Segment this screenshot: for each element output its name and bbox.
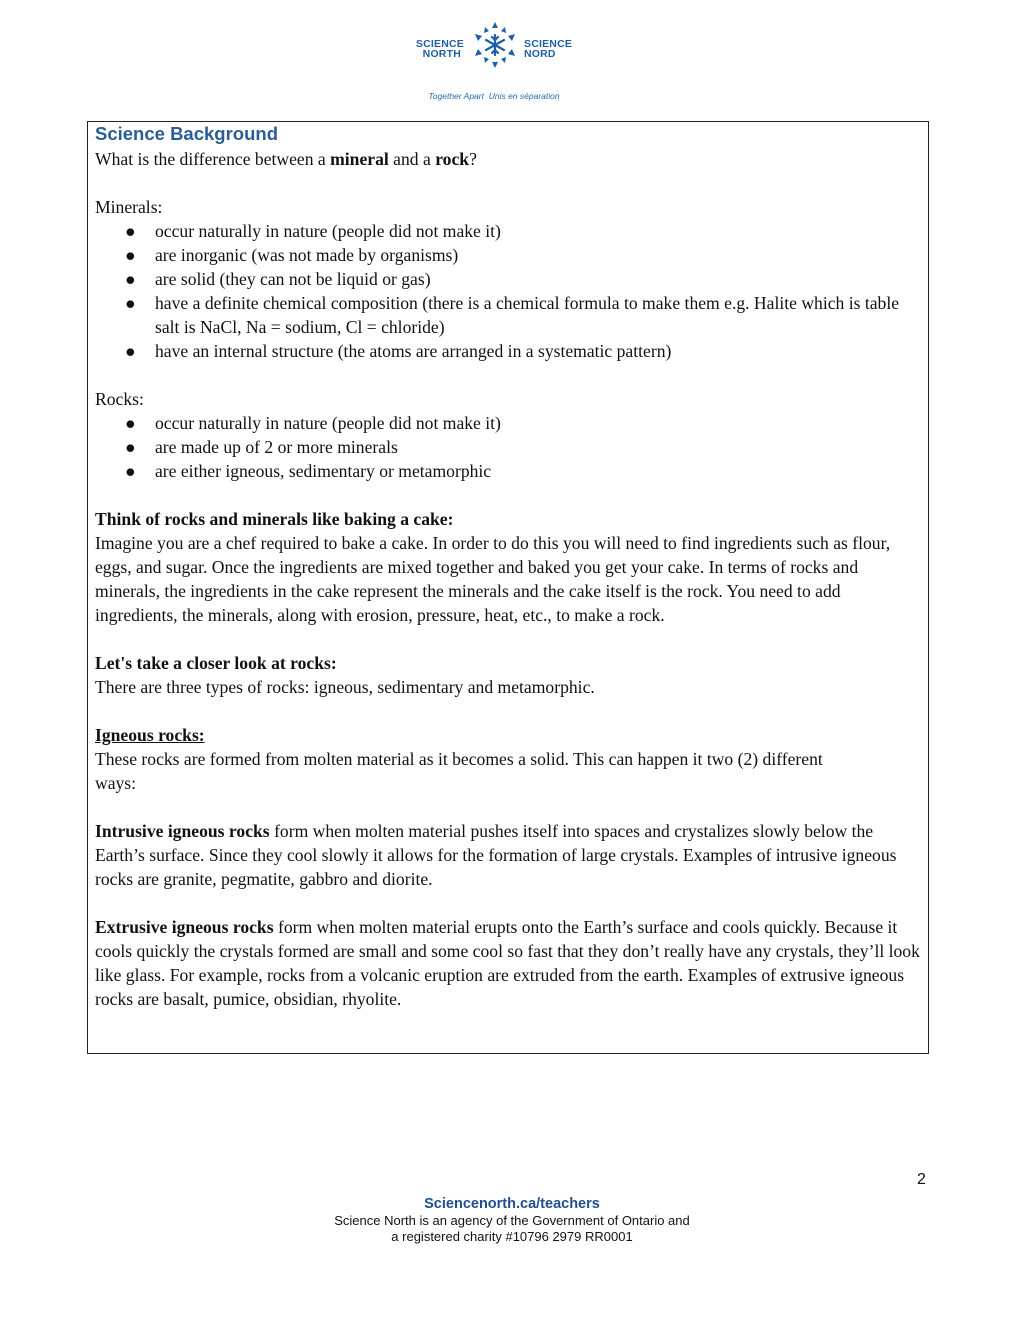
list-item: ● occur naturally in nature (people did not make it)	[125, 413, 501, 433]
list-item: ● occur naturally in nature (people did not make it)	[125, 221, 501, 241]
list-item: ● are solid (they can not be liquid or gas)	[125, 269, 431, 289]
igneous-paragraph: These rocks are formed from molten material as it becomes a solid. This can happen it two (2) different ways:	[95, 749, 823, 793]
rocks-list	[95, 411, 925, 483]
closer-look-heading: Let's take a closer look at rocks:	[95, 653, 337, 673]
list-item: ● have a definite chemical composition (there is a chemical formula to make them e.g. Halite which is table salt is NaCl, Na = sodium, Cl = chloride)	[125, 293, 900, 337]
page-number: 2	[917, 1171, 926, 1188]
footer	[262, 1195, 762, 1245]
list-item: ● are either igneous, sedimentary or metamorphic	[125, 461, 492, 481]
list-item: ● are made up of 2 or more minerals	[125, 437, 398, 457]
extrusive-paragraph: Extrusive igneous rocks form when molten material erupts onto the Earth’s surface and cools quickly. Because it cools quickly the crystals formed are small and some cool so fast that they don’t really have any crystals, they’ll look like glass. For example, rocks from a volcanic eruption are extruded from the earth. Examples of extrusive igneous rocks are basalt, pumice, obsidian, rhyolite.	[95, 917, 920, 1009]
list-item: ● are inorganic (was not made by organisms)	[125, 245, 459, 265]
intrusive-paragraph: Intrusive igneous rocks form when molten material pushes itself into spaces and crystalizes slowly below the Earth’s surface. Since they cool slowly it allows for the formation of large crystals. Examples of intrusive igneous rocks are granite, pegmatite, gabbro and diorite.	[95, 821, 897, 889]
footer-website-link[interactable]: Sciencenorth.ca/teachers	[424, 1196, 600, 1212]
science-background-section	[95, 121, 925, 1011]
snowflake-icon	[472, 20, 518, 70]
cake-paragraph: Imagine you are a chef required to bake a cake. In order to do this you will need to find ingredients such as flour, eggs, and sugar. Once the ingredients are mixed together and baked you get your cake. In terms of rocks and minerals, the ingredients in the cake represent the minerals and the cake itself is the rock. You need to add ingredients, the minerals, along with erosion, pressure, heat, etc., to make a rock.	[95, 533, 891, 625]
logo-text-english: SCIENCE NORTH	[415, 38, 464, 60]
closer-look-paragraph: There are three types of rocks: igneous, sedimentary and metamorphic.	[95, 677, 595, 697]
section-title: Science Background	[95, 123, 279, 144]
footer-charity-text: a registered charity #10796 2979 RR0001	[391, 1229, 633, 1244]
intro-question: What is the difference between a mineral and a rock?	[95, 149, 477, 169]
list-item: ● have an internal structure (the atoms are arranged in a systematic pattern)	[125, 341, 672, 361]
logo-text-french: SCIENCE NORD	[524, 38, 573, 60]
logo-tagline: Together Apart Unis en séparation	[428, 91, 560, 101]
igneous-heading: Igneous rocks:	[95, 725, 205, 745]
rocks-label: Rocks:	[95, 389, 144, 409]
footer-agency-text: Science North is an agency of the Government of Ontario and	[334, 1213, 690, 1228]
science-north-logo	[412, 20, 576, 102]
minerals-list	[95, 219, 925, 363]
cake-heading: Think of rocks and minerals like baking a cake:	[95, 509, 454, 529]
minerals-label: Minerals:	[95, 197, 163, 217]
